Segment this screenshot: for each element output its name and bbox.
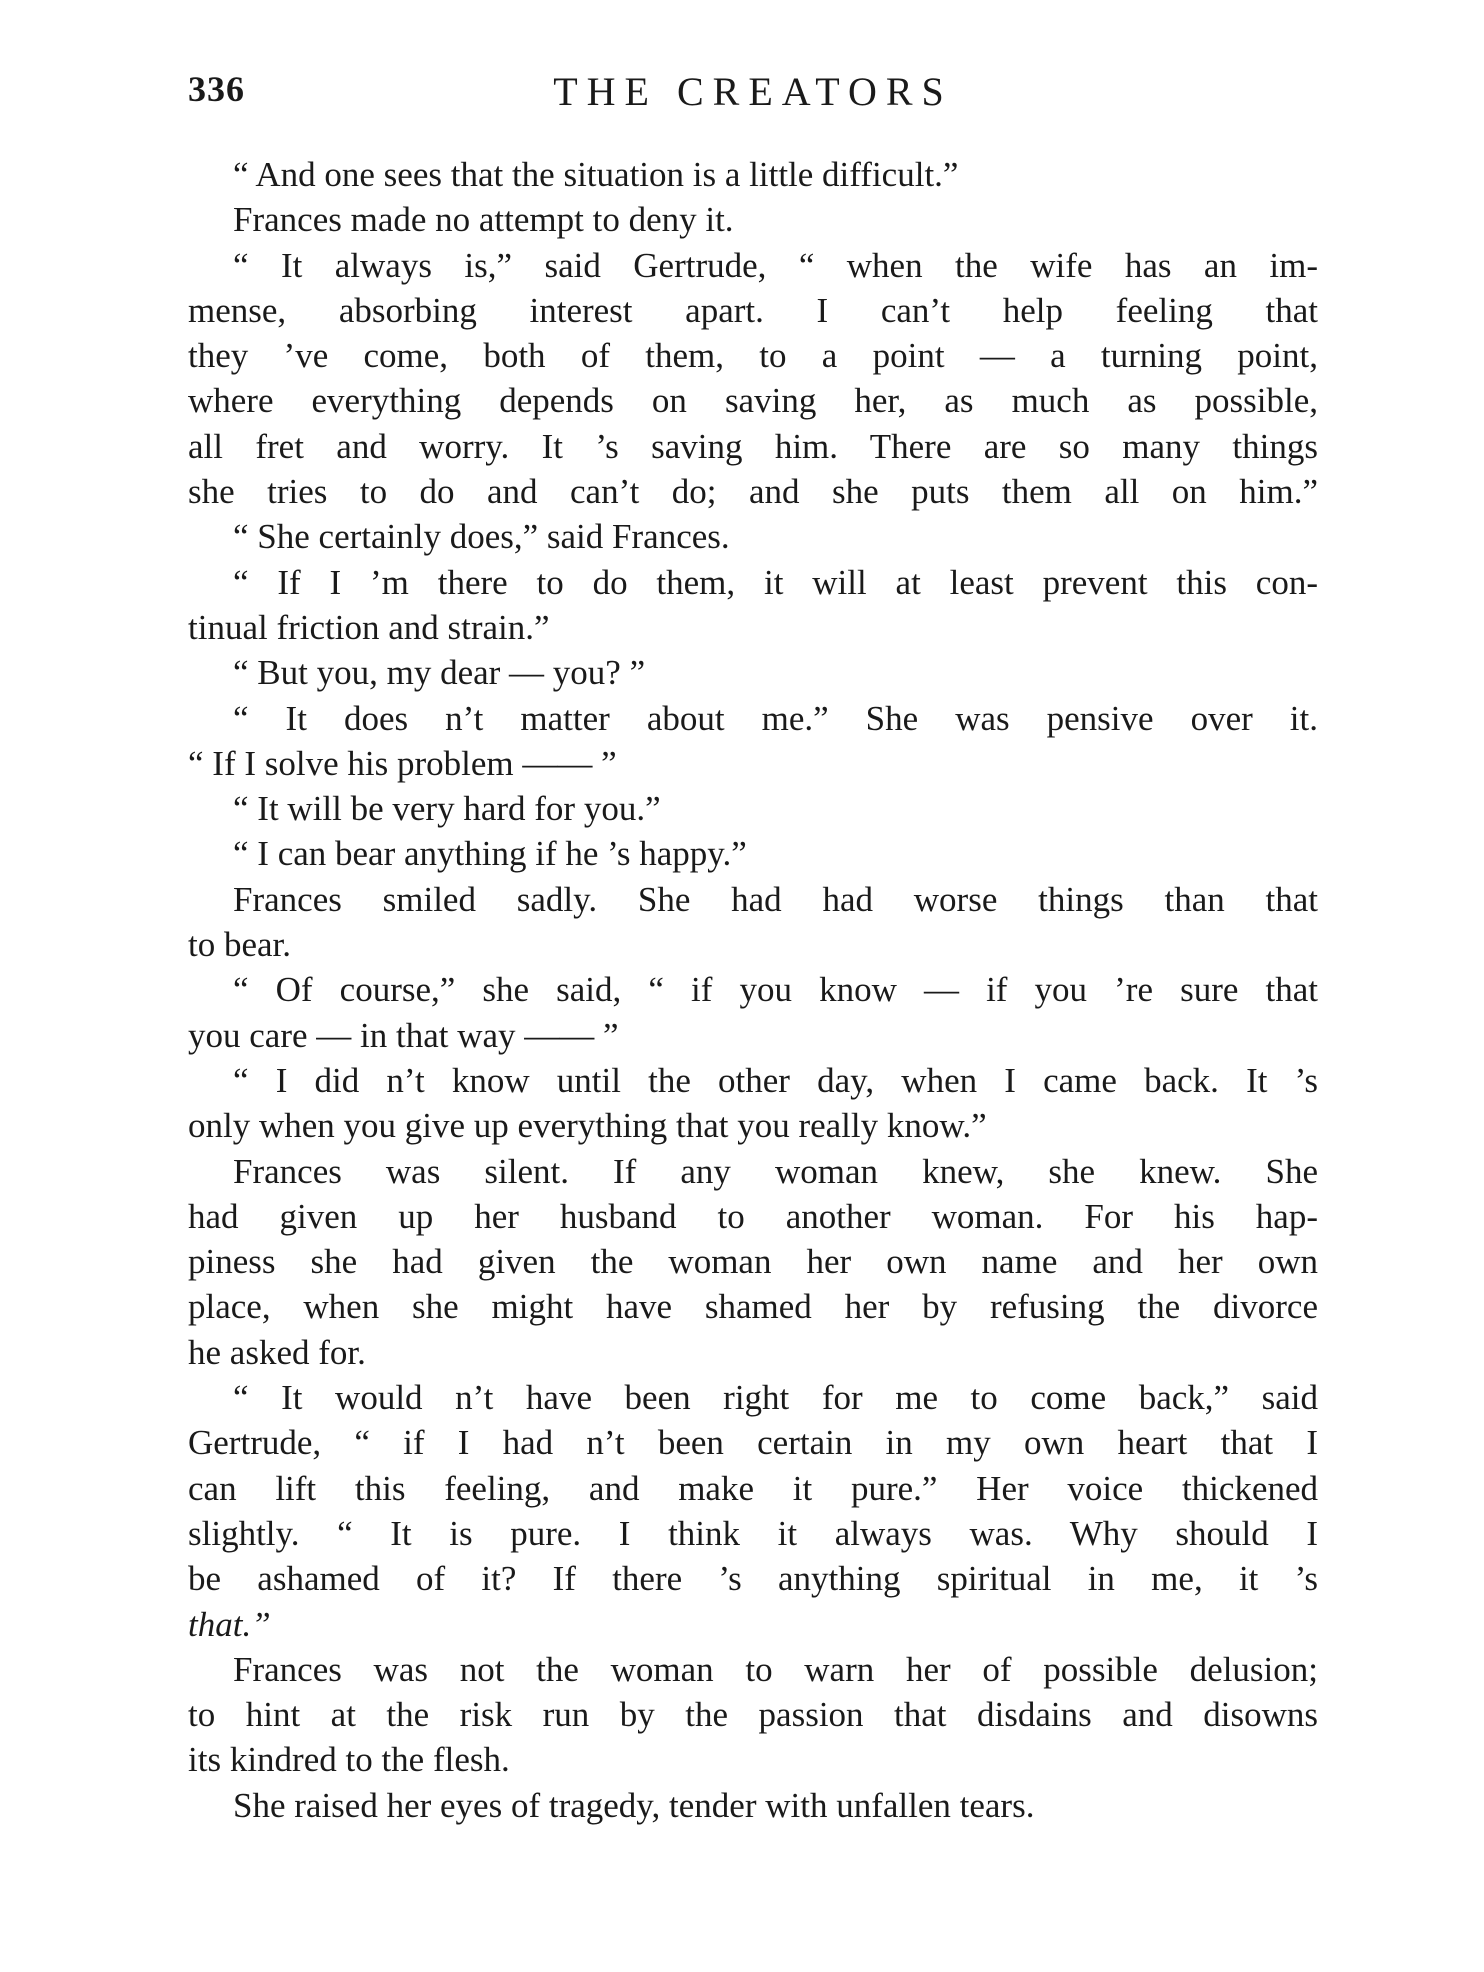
- text-line: place, when she might have shamed her by refusing the divorce: [188, 1287, 1318, 1327]
- text-line: its kindred to the flesh.: [188, 1740, 510, 1780]
- text-line: you care — in that way —— ”: [188, 1015, 619, 1055]
- text-line: “ And one sees that the situation is a little difficult.”: [233, 155, 959, 194]
- page-header: [188, 68, 1318, 118]
- body-text: [188, 152, 1318, 1828]
- text-line: she tries to do and can’t do; and she puts them all on him.”: [188, 472, 1318, 512]
- text-line: “ If I ’m there to do them, it will at least prevent this con-: [233, 562, 1318, 602]
- text-line: “ But you, my dear — you? ”: [233, 653, 646, 693]
- text-line: “ It does n’t matter about me.” She was pensive over it.: [233, 698, 1318, 738]
- text-line: that.”: [188, 1604, 271, 1644]
- text-line: he asked for.: [188, 1332, 366, 1372]
- text-line: “ If I solve his problem —— ”: [188, 743, 617, 783]
- text-line: “ It will be very hard for you.”: [233, 789, 661, 829]
- text-line: to bear.: [188, 925, 292, 965]
- text-line: piness she had given the woman her own name and her own: [188, 1242, 1318, 1282]
- page-number: 336: [188, 69, 245, 109]
- text-line: Frances was not the woman to warn her of possible delusion;: [233, 1649, 1318, 1689]
- text-line: “ She certainly does,” said Frances.: [233, 517, 730, 557]
- text-line: Frances was silent. If any woman knew, she knew. She: [233, 1151, 1318, 1191]
- text-line: to hint at the risk run by the passion that disdains and disowns: [188, 1695, 1318, 1735]
- text-line: “ I did n’t know until the other day, when I came back. It ’s: [233, 1060, 1318, 1100]
- text-line: they ’ve come, both of them, to a point — a turning point,: [188, 336, 1318, 376]
- text-line: “ It would n’t have been right for me to come back,” said: [233, 1378, 1318, 1418]
- text-line: where everything depends on saving her, as much as possible,: [188, 381, 1318, 421]
- text-line: be ashamed of it? If there ’s anything spiritual in me, it ’s: [188, 1559, 1318, 1599]
- text-line: had given up her husband to another woman. For his hap-: [188, 1196, 1318, 1236]
- text-line: all fret and worry. It ’s saving him. There are so many things: [188, 426, 1318, 466]
- text-line: “ It always is,” said Gertrude, “ when the wife has an im-: [233, 245, 1318, 285]
- text-line: mense, absorbing interest apart. I can’t help feeling that: [188, 290, 1318, 330]
- text-line: She raised her eyes of tragedy, tender with unfallen tears.: [233, 1785, 1035, 1825]
- text-line: slightly. “ It is pure. I think it always was. Why should I: [188, 1513, 1318, 1553]
- text-line: Frances smiled sadly. She had had worse things than that: [233, 879, 1318, 919]
- text-line: Frances made no attempt to deny it.: [233, 200, 734, 240]
- text-line: Gertrude, “ if I had n’t been certain in my own heart that I: [188, 1423, 1318, 1463]
- text-line: only when you give up everything that you really know.”: [188, 1106, 987, 1146]
- text-line: can lift this feeling, and make it pure.” Her voice thickened: [188, 1468, 1318, 1508]
- text-line: “ Of course,” she said, “ if you know — if you ’re sure that: [233, 970, 1318, 1010]
- text-line: “ I can bear anything if he ’s happy.”: [233, 834, 747, 874]
- text-line: tinual friction and strain.”: [188, 607, 550, 647]
- running-title: THE CREATORS: [553, 69, 953, 114]
